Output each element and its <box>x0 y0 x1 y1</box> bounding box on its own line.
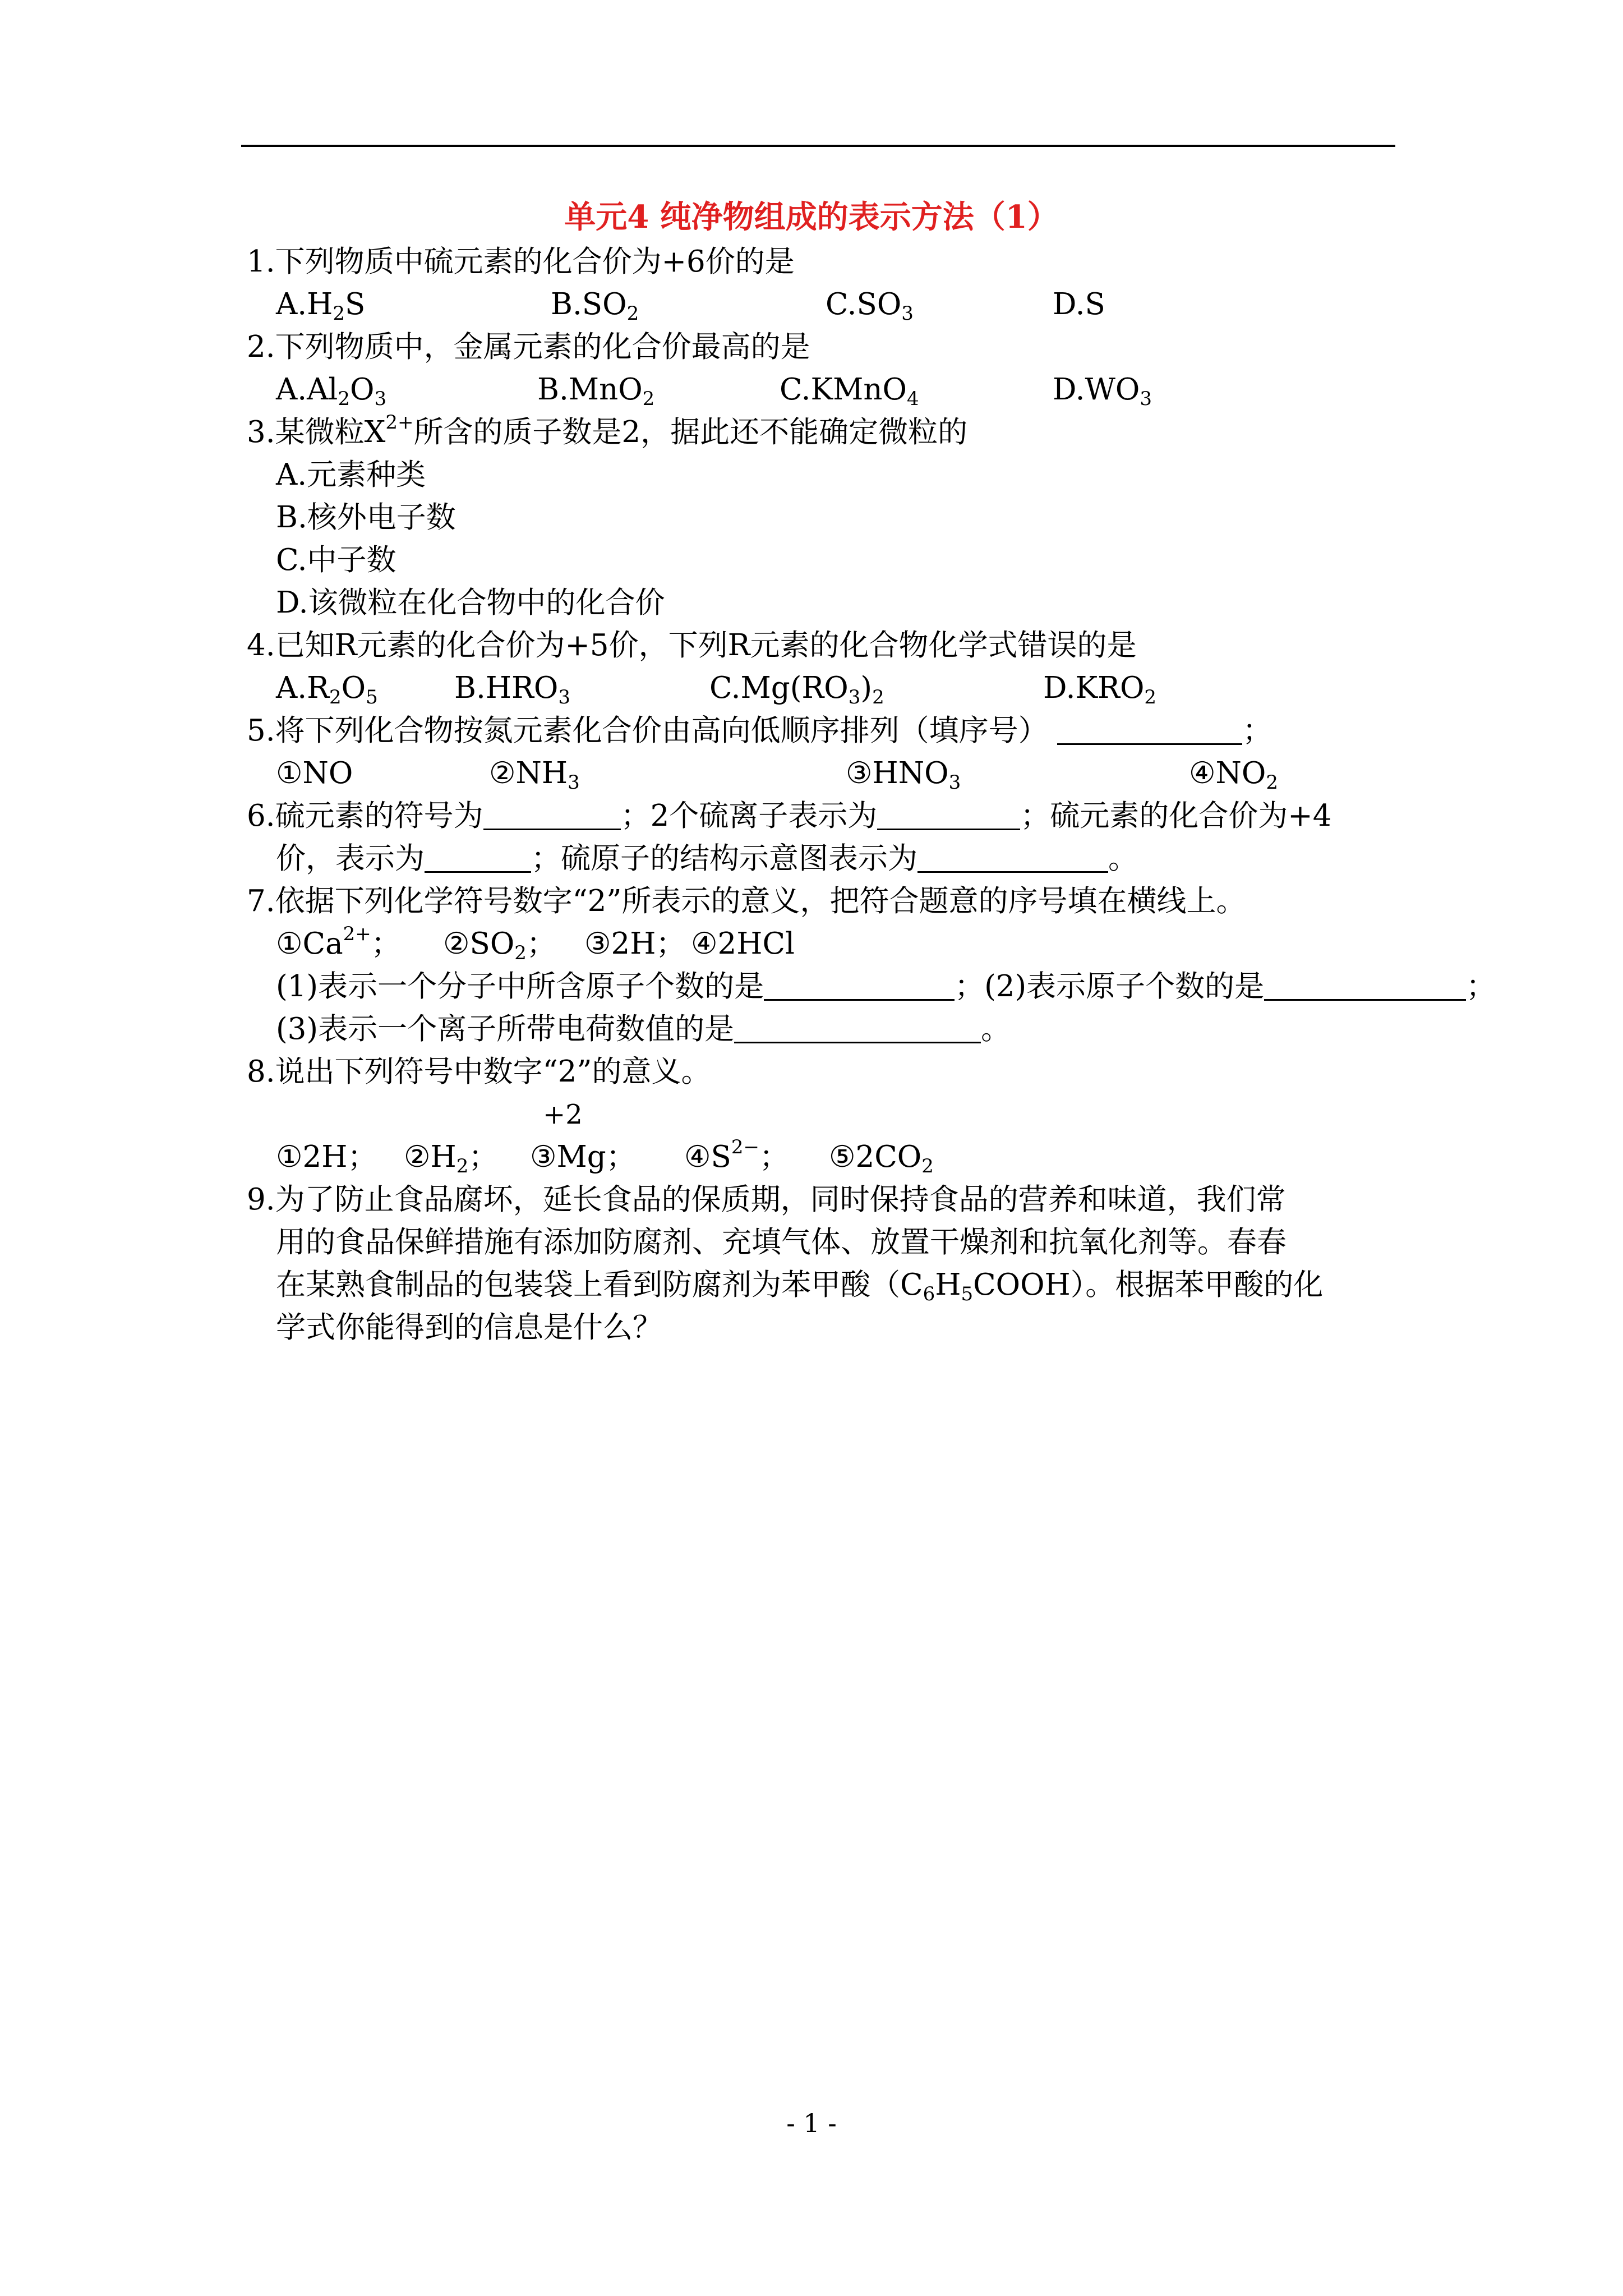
q5-option-1: ①NO <box>276 756 353 790</box>
q8-option-4: $④S^{2-}$； <box>684 1136 789 1174</box>
q5-answer-blank[interactable] <box>1057 715 1242 745</box>
question-6-line-2: 价，表示为 ；硫原子的结构示意图表示为 。 <box>276 841 1138 876</box>
q5-option-2: $②NH_3$ <box>489 756 580 794</box>
q6-blank-symbol[interactable] <box>483 800 621 830</box>
question-9-line-4: 学式你能得到的信息是什么？ <box>276 1310 662 1345</box>
q8-valence-mark: +2 <box>543 1099 583 1130</box>
question-8-stem: 8.说出下列符号中数字“2”的意义。 <box>247 1055 711 1089</box>
q5-option-3: $③HNO_3$ <box>846 756 961 794</box>
q3-option-d: D.该微粒在化合物中的化合价 <box>276 586 665 620</box>
q1-option-d: D.S <box>1053 287 1105 321</box>
q7-option-1: $①Ca^{2+}$； <box>276 923 401 961</box>
question-7-stem: 7.依据下列化学符号数字“2”所表示的意义，把符合题意的序号填在横线上。 <box>247 884 1246 918</box>
q8-option-5: $⑤2CO_2$ <box>829 1140 934 1177</box>
page-title: 单元4 纯净物组成的表示方法（1） <box>564 199 1059 236</box>
question-6-line-1: 6.硫元素的符号为 ；2个硫离子表示为 ；硫元素的化合价为+4 <box>247 799 1332 833</box>
q4-option-d: $D.KRO_2$ <box>1043 671 1157 708</box>
q6-blank-valence[interactable] <box>425 843 531 873</box>
q7-subquestion-1-2: (1)表示一个分子中所含原子个数的是 ；(2)表示原子个数的是 ； <box>276 969 1496 1004</box>
q6-blank-diagram[interactable] <box>917 843 1108 873</box>
q7-option-2: $②SO_2$； <box>443 927 556 964</box>
header-rule <box>241 145 1395 147</box>
q2-option-b: B.MnO$_2$ <box>537 372 655 410</box>
question-9-line-1: 9.为了防止食品腐坏，延长食品的保质期，同时保持食品的营养和味道，我们常 <box>247 1182 1286 1217</box>
q7-blank-2[interactable] <box>1264 971 1466 1001</box>
q7-subquestion-3: (3)表示一个离子所带电荷数值的是 。 <box>276 1012 1011 1046</box>
question-1-stem: 1.下列物质中硫元素的化合价为+6价的是 <box>247 245 795 279</box>
q2-option-a: $A.Al_2O_3$ <box>276 372 387 410</box>
q2-option-c: C.KMnO$_4$ <box>780 372 919 410</box>
q7-blank-3[interactable] <box>734 1014 981 1043</box>
question-9-line-3: 在某熟食制品的包装袋上看到防腐剂为苯甲酸$(C_6H_5COOH)$。根据苯甲酸的化 <box>276 1268 1324 1305</box>
q8-option-2: $②H_2$； <box>404 1140 499 1177</box>
q4-option-c: $C.Mg(RO_3)_2$ <box>709 671 884 708</box>
q1-option-a: $A.H_2S$ <box>276 287 366 325</box>
page-number: - 1 - <box>786 2108 837 2138</box>
q7-blank-1[interactable] <box>764 971 955 1001</box>
q1-option-c: $C.SO_3$ <box>826 287 914 325</box>
q8-option-1: ①2H； <box>276 1140 377 1174</box>
q4-option-b: $B.HRO_3$ <box>454 671 571 708</box>
question-9-line-2: 用的食品保鲜措施有添加防腐剂、充填气体、放置干燥剂和抗氧化剂等。春春 <box>276 1225 1287 1259</box>
question-4-stem: 4.已知R元素的化合价为+5价，下列R元素的化合物化学式错误的是 <box>247 628 1137 662</box>
q6-blank-ions[interactable] <box>877 800 1020 830</box>
q3-option-b: B.核外电子数 <box>276 500 456 535</box>
q2-option-d: $D.WO_3$ <box>1053 372 1152 410</box>
question-5-stem: 5.将下列化合物按氮元素化合价由高向低顺序排列（填序号） ； <box>247 714 1272 748</box>
q7-option-3: ③2H； <box>584 927 686 961</box>
q3-option-c: C.中子数 <box>276 543 396 577</box>
question-2-stem: 2.下列物质中，金属元素的化合价最高的是 <box>247 330 810 364</box>
q5-option-4: $④NO_2$ <box>1189 756 1278 794</box>
question-3-stem: 3.某微粒$X^{2+}$所含的质子数是2，据此还不能确定微粒的 <box>247 411 968 449</box>
q4-option-a: $A.R_2O_5$ <box>276 671 378 708</box>
q7-option-4: ④2HCl <box>691 927 795 961</box>
q1-option-b: $B.SO_2$ <box>551 287 639 325</box>
q3-option-a: A.元素种类 <box>276 458 426 492</box>
q8-option-3: ③Mg； <box>530 1140 636 1174</box>
